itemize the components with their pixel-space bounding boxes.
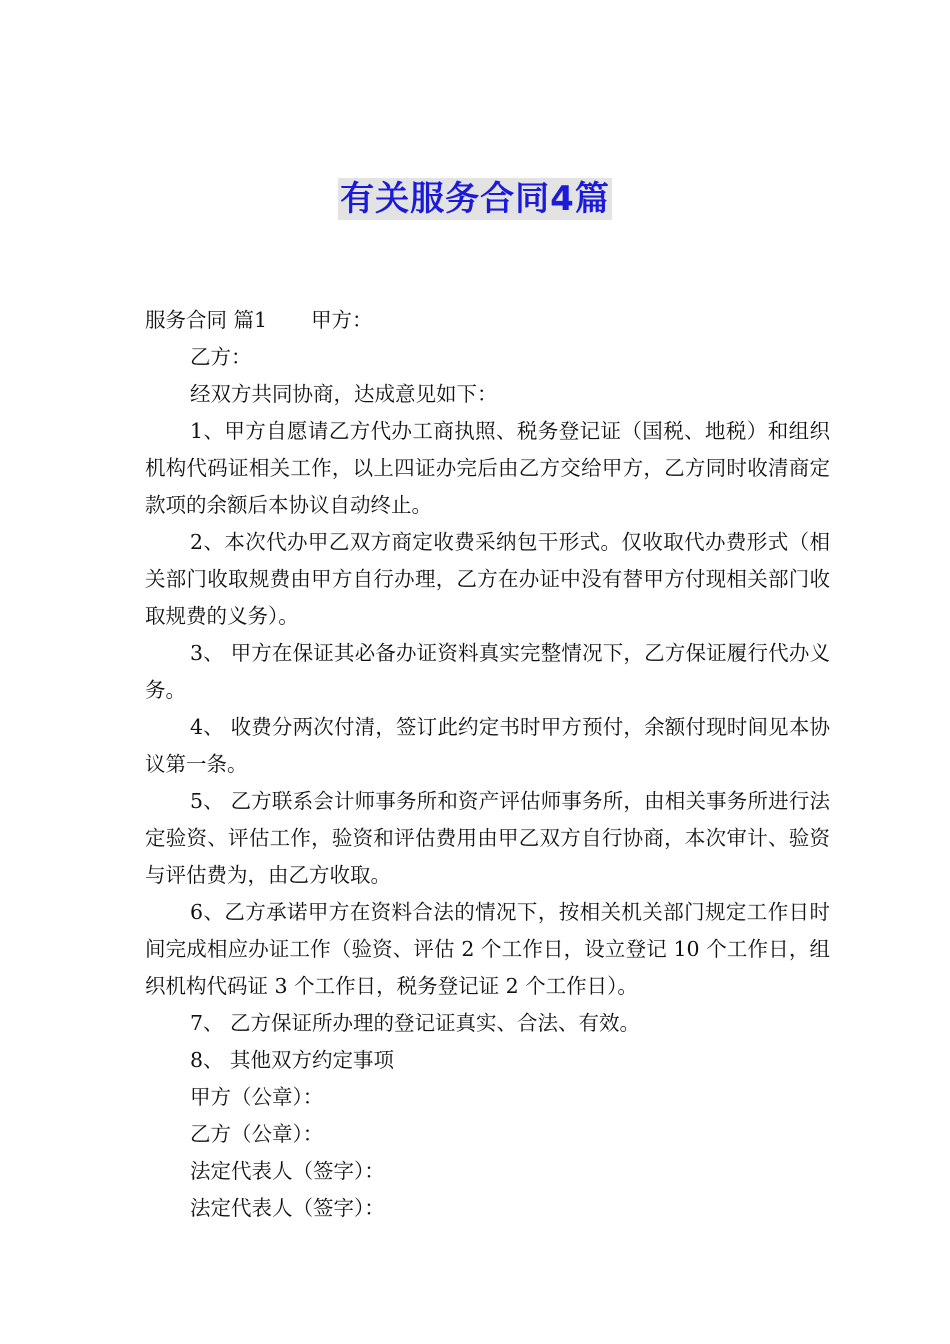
document-body — [145, 302, 830, 1227]
party-b-label: 乙方： — [190, 345, 252, 369]
clause-5: 5、 乙方联系会计师事务所和资产评估师事务所，由相关事务所进行法定验资、评估工作，验资和评估费用由甲乙双方自行协商，本次审计、验资与评估费为，由乙方收取。 — [145, 789, 830, 887]
section-heading: 服务合同 篇1 — [145, 308, 268, 332]
clause-2: 2、本次代办甲乙双方商定收费采纳包干形式。仅收取代办费形式（相关部门收取规费由甲方自行办理，乙方在办证中没有替甲方付现相关部门收取规费的义务）。 — [145, 530, 830, 628]
signature-legal-rep-2: 法定代表人（签字）： — [190, 1196, 385, 1220]
clause-8: 8、 其他双方约定事项 — [190, 1048, 395, 1072]
heading-line — [145, 302, 830, 339]
signature-legal-rep-1: 法定代表人（签字）： — [190, 1159, 385, 1183]
clause-4: 4、 收费分两次付清，签订此约定书时甲方预付，余额付现时间见本协议第一条。 — [145, 715, 830, 776]
title-container — [0, 178, 950, 220]
intro-paragraph: 经双方共同协商，达成意见如下： — [190, 382, 498, 406]
clause-6: 6、乙方承诺甲方在资料合法的情况下，按相关机关部门规定工作日时间完成相应办证工作（验资、评估 2 个工作日，设立登记 10 个工作日，组织机构代码证 3 个工作日，税务登记证 2 个工作日）。 — [145, 900, 830, 998]
clause-3: 3、 甲方在保证其必备办证资料真实完整情况下，乙方保证履行代办义务。 — [145, 641, 830, 702]
document-title: 有关服务合同4篇 — [340, 179, 610, 219]
party-a-label: 甲方： — [311, 308, 373, 332]
clause-7: 7、 乙方保证所办理的登记证真实、合法、有效。 — [190, 1011, 641, 1035]
clause-1: 1、甲方自愿请乙方代办工商执照、税务登记证（国税、地税）和组织机构代码证相关工作，以上四证办完后由乙方交给甲方，乙方同时收清商定款项的余额后本协议自动终止。 — [145, 419, 830, 517]
signature-party-a-seal: 甲方（公章）： — [190, 1085, 324, 1109]
signature-party-b-seal: 乙方（公章）： — [190, 1122, 324, 1146]
